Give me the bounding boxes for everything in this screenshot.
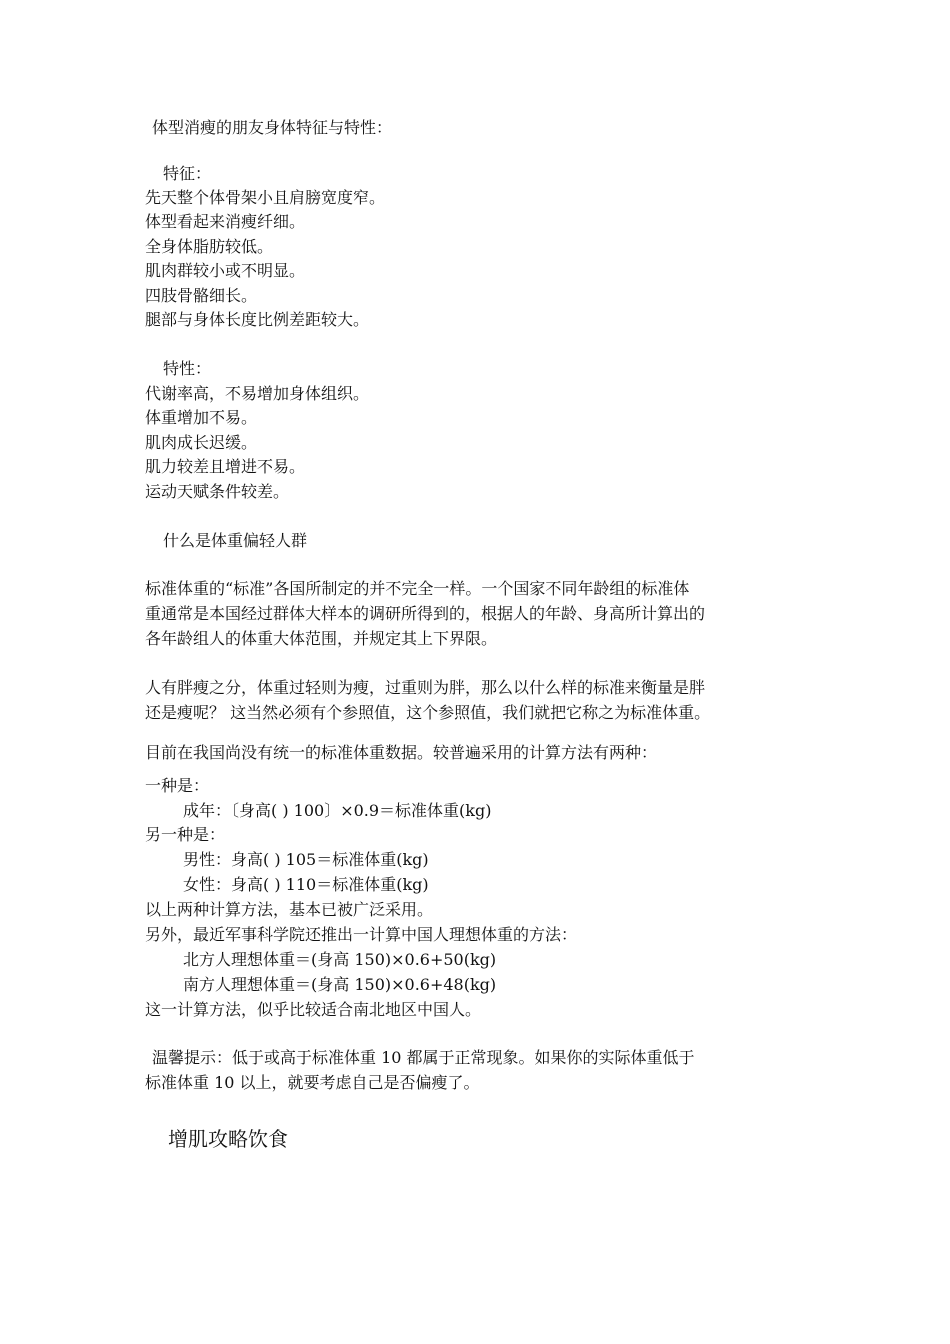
summary-line: 以上两种计算方法，基本已被广泛采用。 [145, 900, 434, 919]
feature-item: 肌肉群较小或不明显。 [145, 261, 306, 280]
summary-line: 这一计算方法，似乎比较适合南北地区中国人。 [145, 1000, 482, 1019]
paragraph-line: 目前在我国尚没有统一的标准体重数据。较普遍采用的计算方法有两种： [145, 743, 658, 762]
next-heading: 增肌攻略饮食 [168, 1127, 288, 1151]
features-heading: 特征： [163, 164, 212, 183]
traits-heading: 特性： [163, 359, 212, 378]
trait-item: 体重增加不易。 [145, 408, 258, 427]
trait-item: 运动天赋条件较差。 [145, 482, 290, 501]
paragraph-line: 各年龄组人的体重大体范围，并规定其上下界限。 [145, 629, 498, 648]
feature-item: 全身体脂肪较低。 [145, 237, 274, 256]
trait-item: 代谢率高，不易增加身体组织。 [145, 384, 370, 403]
military-north: 北方人理想体重＝(身高 150)×0.6+50(kg) [183, 950, 497, 969]
method2-male: 男性：身高( ) 105＝标准体重(kg) [183, 850, 429, 869]
feature-item: 腿部与身体长度比例差距较大。 [145, 310, 370, 329]
method1-label: 一种是： [145, 776, 210, 795]
method1-formula: 成年：〔身高( ) 100〕×0.9＝标准体重(kg) [183, 801, 492, 820]
paragraph-line: 重通常是本国经过群体大样本的调研所得到的，根据人的年龄、身高所计算出的 [145, 604, 706, 623]
section-title: 什么是体重偏轻人群 [163, 531, 308, 550]
paragraph-line: 人有胖瘦之分，体重过轻则为瘦，过重则为胖，那么以什么样的标准来衡量是胖 [145, 678, 706, 697]
feature-item: 体型看起来消瘦纤细。 [145, 212, 306, 231]
trait-item: 肌力较差且增进不易。 [145, 457, 306, 476]
paragraph-line: 标准体重的“标准”各国所制定的并不完全一样。一个国家不同年龄组的标准体 [145, 579, 690, 598]
feature-item: 先天整个体骨架小且肩膀宽度窄。 [145, 188, 386, 207]
method2-female: 女性：身高( ) 110＝标准体重(kg) [183, 875, 429, 894]
method2-label: 另一种是： [145, 825, 226, 844]
tip-line: 标准体重 10 以上，就要考虑自己是否偏瘦了。 [145, 1073, 480, 1092]
feature-item: 四肢骨骼细长。 [145, 286, 258, 305]
tip-line: 温馨提示：低于或高于标准体重 10 都属于正常现象。如果你的实际体重低于 [152, 1048, 695, 1067]
military-south: 南方人理想体重＝(身高 150)×0.6+48(kg) [183, 975, 497, 994]
paragraph-line: 还是瘦呢？ 这当然必须有个参照值，这个参照值，我们就把它称之为标准体重。 [145, 703, 711, 722]
document-title: 体型消瘦的朋友身体特征与特性： [152, 118, 393, 137]
military-intro: 另外，最近军事科学院还推出一计算中国人理想体重的方法： [145, 925, 578, 944]
trait-item: 肌肉成长迟缓。 [145, 433, 258, 452]
